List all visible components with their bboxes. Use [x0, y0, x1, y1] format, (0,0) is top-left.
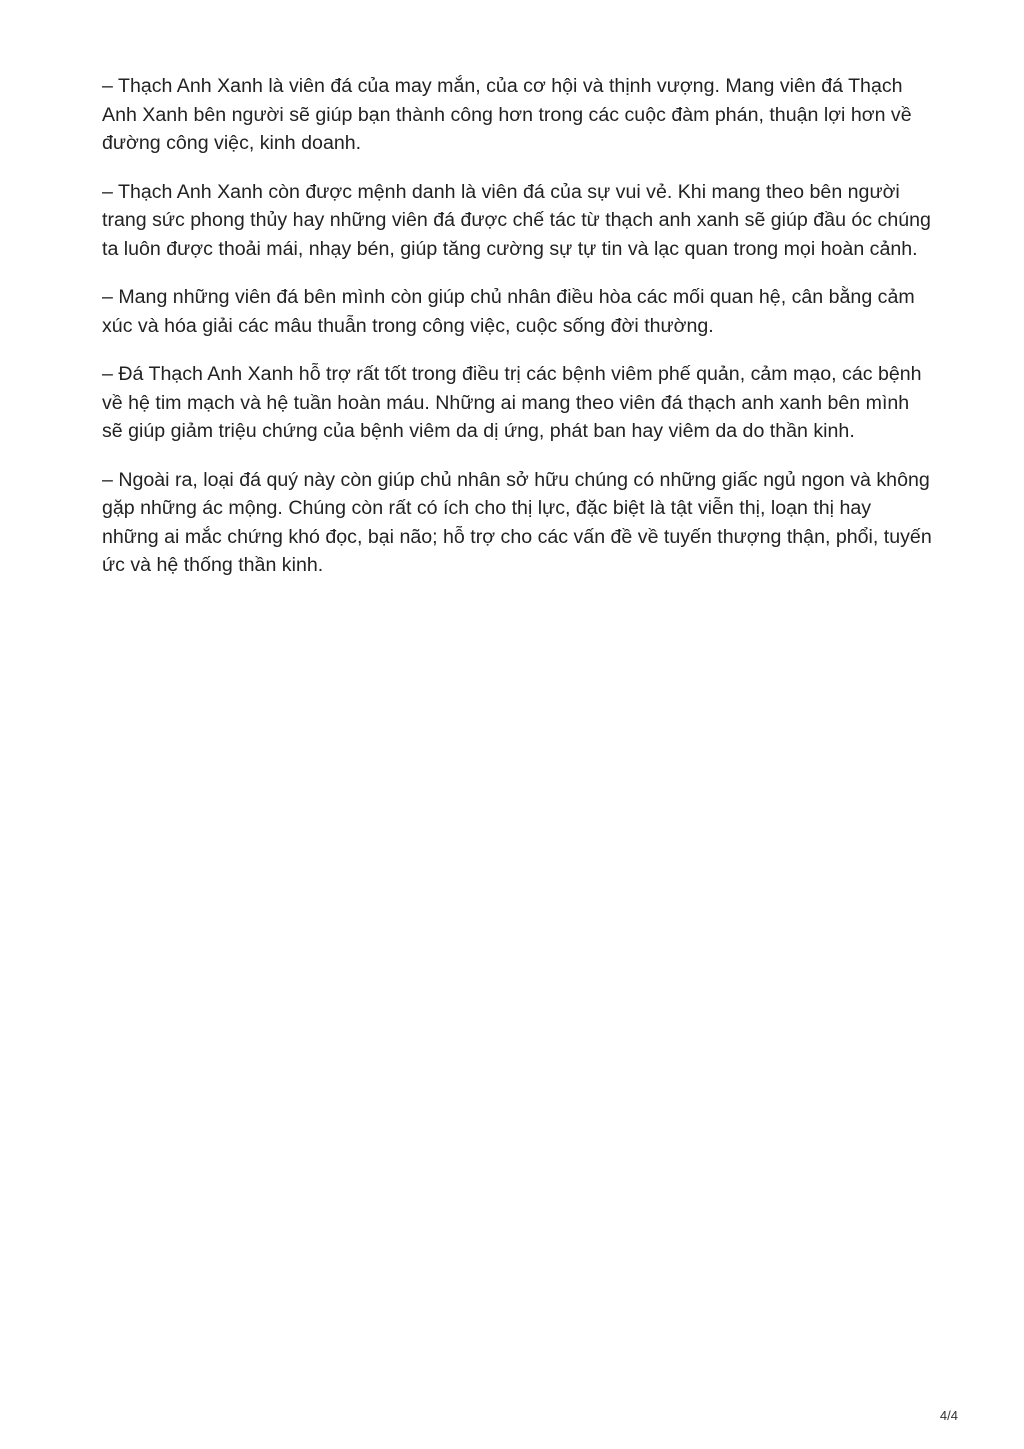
paragraph-luck: – Thạch Anh Xanh là viên đá của may mắn, của cơ hội và thịnh vượng. Mang viên đá Thạch Anh Xanh bên người sẽ giúp bạn thành công hơn trong các cuộc đàm phán, thuận lợi hơn về đường công việc, kinh doanh.: [102, 75, 912, 154]
paragraph-joy: – Thạch Anh Xanh còn được mệnh danh là viên đá của sự vui vẻ. Khi mang theo bên người trang sức phong thủy hay những viên đá được chế tác từ thạch anh xanh sẽ giúp đầu óc chúng ta luôn được thoải mái, nhạy bén, giúp tăng cường sự tự tin và lạc quan trong mọi hoàn cảnh.: [102, 180, 931, 260]
page-number: 4/4: [939, 1408, 958, 1423]
article-body: [102, 72, 932, 600]
paragraph-health: – Đá Thạch Anh Xanh hỗ trợ rất tốt trong điều trị các bệnh viêm phế quản, cảm mạo, các bệnh về hệ tim mạch và hệ tuần hoàn máu. Những ai mang theo viên đá thạch anh xanh bên mình sẽ giúp giảm triệu chứng của bệnh viêm da dị ứng, phát ban hay viêm da do thần kinh.: [102, 363, 922, 442]
paragraph-sleep: – Ngoài ra, loại đá quý này còn giúp chủ nhân sở hữu chúng có những giấc ngủ ngon và không gặp những ác mộng. Chúng còn rất có ích cho thị lực, đặc biệt là tật viễn thị, loạn thị hay những ai mắc chứng khó đọc, bại não; hỗ trợ cho các vấn đề về tuyến thượng thận, phổi, tuyến ức và hệ thống thần kinh.: [102, 468, 932, 576]
paragraph-relationships: – Mang những viên đá bên mình còn giúp chủ nhân điều hòa các mối quan hệ, cân bằng cảm xúc và hóa giải các mâu thuẫn trong công việc, cuộc sống đời thường.: [102, 286, 915, 337]
